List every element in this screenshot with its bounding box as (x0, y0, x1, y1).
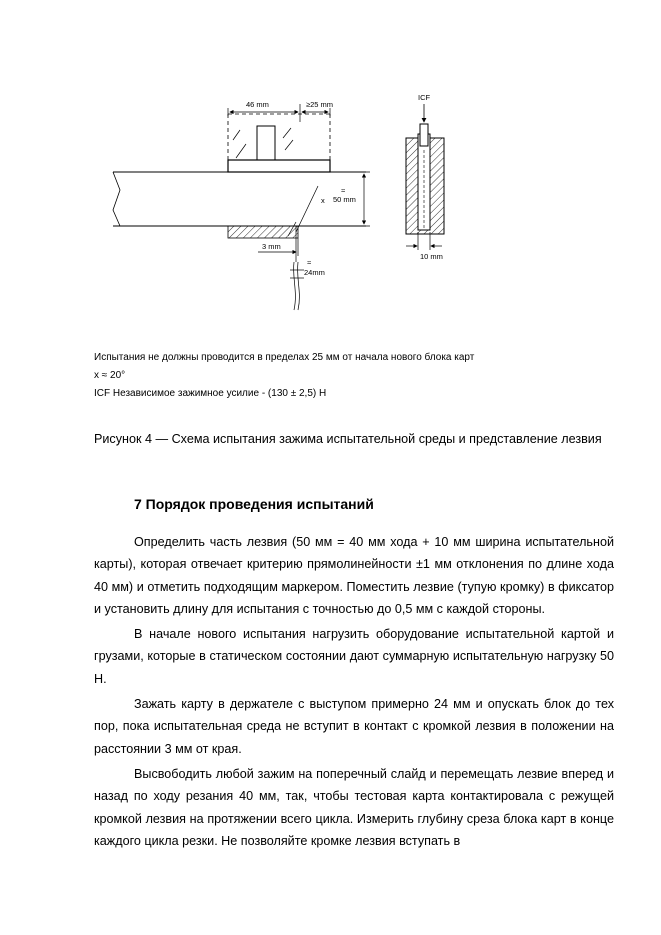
label-24mm: 24mm (304, 268, 325, 277)
section-body (94, 531, 614, 855)
test-setup-figure (0, 0, 661, 340)
section-heading: 7 Порядок проведения испытаний (134, 496, 374, 512)
clamp-plate (228, 160, 330, 172)
clamp-knob (257, 126, 275, 162)
note-line-2: x ≈ 20° (94, 370, 126, 381)
blade-beam (113, 172, 366, 226)
paragraph: Зажать карту в держателе с выступом примерно 24 мм и опускать блок до тех пор, пока испытательная среда не вступит в контакт с кромкой лезвия в положении на расстоянии 3 мм от края. (94, 697, 614, 756)
figure-notes (94, 349, 474, 403)
note-line-3: ICF Независимое зажимное усилие - (130 ± 2,5) Н (94, 388, 327, 399)
dimension-10 (406, 232, 442, 250)
lower-block (228, 226, 298, 238)
figure-drawing (0, 0, 661, 340)
note-line-1: Испытания не должны проводится в пределах 25 мм от начала нового блока карт (94, 352, 475, 363)
test-card-lines (290, 262, 304, 310)
card-block-dashed-outline (228, 114, 330, 160)
figure-caption: Рисунок 4 — Схема испытания зажима испытательной среды и представление лезвия (94, 432, 602, 446)
label-50mm: 50 mm (333, 195, 356, 204)
paragraph: Высвободить любой зажим на поперечный слайд и перемещать лезвие вперед и назад по ходу резания 40 мм, так, чтобы тестовая карта контактировала с режущей кромкой лезвия на протяжении всего цикла. Измерить глубину среза блока карт в конце каждого цикла резки. Не позволяйте кромке лезвия вступать в (94, 766, 614, 848)
paragraph: Определить часть лезвия (50 мм = 40 мм хода + 10 мм ширина испытательной карты), которая отвечает критерию прямолинейности ±1 мм отклонения по длине хода 40 мм) и отметить подходящим маркером. Поместить лезвие (тупую кромку) в фиксатор и установить длину для испытания с точностью до 0,5 мм с каждой стороны. (94, 535, 614, 616)
label-46mm: 46 mm (246, 100, 269, 109)
side-view (406, 104, 444, 234)
paragraph: В начале нового испытания нагрузить оборудование испытательной картой и грузами, которые в статическом состоянии дают суммарную испытательную нагрузку 50 Н. (94, 627, 614, 686)
angle-lines (288, 186, 318, 262)
label-icf: ICF (418, 93, 431, 102)
label-10mm: 10 mm (420, 252, 443, 261)
label-approx-top: ≈ (341, 186, 346, 195)
label-x: x (321, 196, 325, 205)
label-approx-bottom: ≈ (307, 258, 312, 267)
label-25mm: ≥25 mm (306, 100, 334, 109)
label-3mm: 3 mm (262, 242, 281, 251)
